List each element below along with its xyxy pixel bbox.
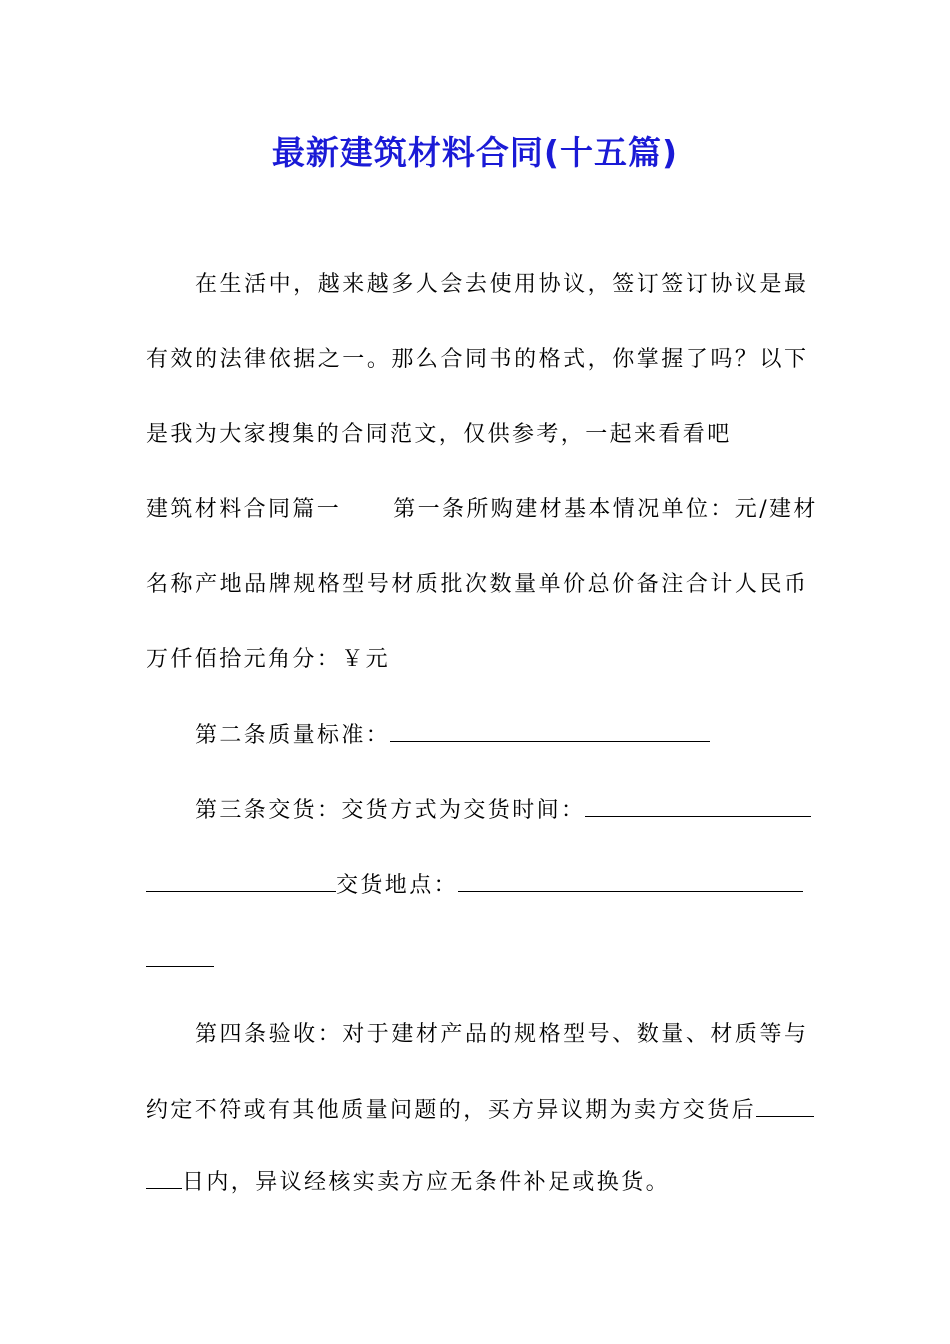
delivery-place-blank-cont [146,944,214,967]
article3-line-1 [146,794,806,827]
article3-label: 第三条交货：交货方式为交货时间： [195,798,586,823]
article3-line-2 [146,869,806,902]
article1-text: 第一条所购建材基本情况单位：元/建材 [393,497,818,522]
article4-line-3-text: 日内，异议经核实卖方应无条件补足或换货。 [182,1170,671,1195]
delivery-time-blank-cont [146,869,336,892]
article4-line-1: 第四条验收：对于建材产品的规格型号、数量、材质等与 [195,1022,806,1047]
objection-days-blank [756,1094,814,1117]
article2-line [146,719,806,752]
quality-standard-blank [390,719,710,742]
intro-line-2: 有效的法律依据之一。那么合同书的格式，你掌握了吗？以下 [146,347,806,372]
section1-line-3: 万仟佰拾元角分：￥元 [146,647,391,672]
delivery-place-label: 交货地点： [336,873,459,898]
article4-line-3 [146,1166,806,1199]
section1-line-2: 名称产地品牌规格型号材质批次数量单价总价备注合计人民币 [146,572,806,597]
objection-days-blank-cont [146,1166,182,1189]
article2-label: 第二条质量标准： [195,723,391,748]
delivery-place-blank [458,869,803,892]
document-title: 最新建筑材料合同(十五篇) [271,133,679,172]
section1-line-1 [146,494,818,526]
section-heading: 建筑材料合同篇一 [146,497,342,522]
article3-line-3 [146,944,806,977]
intro-line-1: 在生活中，越来越多人会去使用协议，签订签订协议是最 [195,272,806,297]
article4-line-2 [146,1094,806,1127]
article4-line-2-text: 约定不符或有其他质量问题的，买方异议期为卖方交货后 [146,1098,757,1123]
delivery-time-blank [585,794,811,817]
intro-line-3: 是我为大家搜集的合同范文，仅供参考，一起来看看吧 [146,422,732,447]
